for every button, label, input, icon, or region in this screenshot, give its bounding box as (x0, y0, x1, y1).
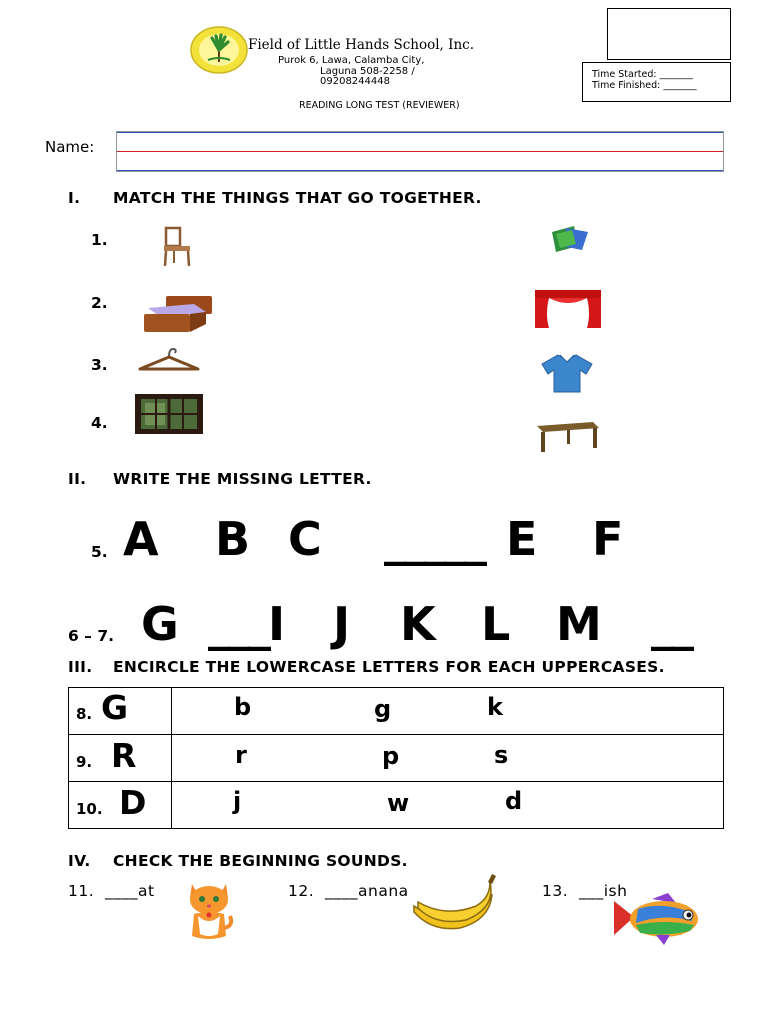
section-3-title: ENCIRCLE THE LOWERCASE LETTERS FOR EACH UPPERCASES. (113, 658, 665, 676)
table-row (69, 782, 724, 829)
name-label: Name: (45, 138, 95, 156)
table-row (69, 735, 724, 782)
q6-letter-j: J (333, 597, 351, 651)
q6-7-number: 6 – 7. (68, 627, 115, 645)
section-1-numeral: I. (68, 189, 81, 207)
lowercase-cell (172, 735, 724, 782)
q6-letter-l: L (481, 597, 511, 651)
table-row (69, 688, 724, 735)
item-12-number: 12. (288, 882, 315, 900)
section-3-numeral: III. (68, 658, 93, 676)
item-11-number: 11. (68, 882, 95, 900)
uppercase-cell (69, 688, 172, 735)
row-number: 9. (76, 753, 93, 771)
chair-icon (160, 226, 194, 272)
hanger-icon (138, 345, 200, 377)
lowercase-cell (172, 782, 724, 829)
uppercase-letter: D (119, 783, 147, 822)
school-name: Field of Little Hands School, Inc. (248, 37, 474, 53)
score-box (607, 8, 731, 60)
lowercase-option[interactable]: g (374, 695, 392, 723)
school-address-1: Purok 6, Lawa, Calamba City, (278, 55, 425, 66)
item-11-word[interactable]: ____at (105, 882, 155, 900)
item-number-2: 2. (91, 294, 108, 312)
fish-icon (612, 893, 708, 949)
q5-letter-e: E (506, 512, 538, 566)
uppercase-cell (69, 735, 172, 782)
uppercase-letter: G (101, 688, 129, 727)
q5-letter-b: B (215, 512, 251, 566)
item-number-4: 4. (91, 414, 108, 432)
q6-letter-k: K (400, 597, 436, 651)
name-field[interactable] (116, 131, 724, 172)
item-number-3: 3. (91, 356, 108, 374)
q6-letter-g: G (141, 597, 179, 651)
cat-icon (184, 876, 234, 946)
q6-blank-i[interactable]: ___I (208, 597, 283, 651)
pillows-icon (548, 222, 594, 260)
uppercase-letter: R (111, 736, 137, 775)
lowercase-option[interactable]: w (387, 789, 410, 817)
lowercase-option[interactable]: k (487, 693, 503, 721)
lowercase-option[interactable]: d (505, 787, 523, 815)
q7-blank[interactable]: __ (651, 597, 691, 651)
row-number: 8. (76, 705, 93, 723)
school-address-2: Laguna 508-2258 / (320, 66, 415, 77)
window-icon (135, 394, 203, 438)
q5-letter-f: F (592, 512, 624, 566)
lowercase-option[interactable]: j (233, 787, 242, 815)
section-1-title: MATCH THE THINGS THAT GO TOGETHER. (113, 189, 482, 207)
lowercase-option[interactable]: b (234, 693, 252, 721)
section-2-title: WRITE THE MISSING LETTER. (113, 470, 372, 488)
curtain-icon (535, 290, 601, 332)
uppercase-cell (69, 782, 172, 829)
test-title: READING LONG TEST (REVIEWER) (299, 100, 460, 111)
time-box (582, 62, 731, 102)
item-number-1: 1. (91, 231, 108, 249)
q5-letter-c: C (288, 512, 322, 566)
section-2-numeral: II. (68, 470, 87, 488)
item-13-word[interactable]: ___ish (579, 882, 628, 900)
q6-letter-m: M (556, 597, 602, 651)
time-finished: Time Finished: _______ (592, 80, 697, 91)
lowercase-table (68, 687, 724, 829)
item-13-number: 13. (542, 882, 569, 900)
school-logo (190, 26, 248, 74)
lowercase-option[interactable]: p (382, 742, 400, 770)
q5-letter-a: A (123, 512, 159, 566)
lowercase-option[interactable]: r (235, 741, 247, 769)
lowercase-option[interactable]: s (494, 741, 509, 769)
school-phone: 09208244448 (320, 76, 390, 87)
table-icon (535, 420, 601, 458)
q5-number: 5. (91, 543, 108, 561)
banana-icon (410, 872, 498, 938)
shirt-icon (540, 352, 594, 398)
section-4-numeral: IV. (68, 852, 91, 870)
lowercase-cell (172, 688, 724, 735)
row-number: 10. (76, 800, 103, 818)
bed-icon (142, 294, 214, 338)
item-12-word[interactable]: ____anana (325, 882, 409, 900)
time-started: Time Started: _______ (592, 69, 693, 80)
section-4-title: CHECK THE BEGINNING SOUNDS. (113, 852, 408, 870)
q5-blank[interactable]: _____ (384, 512, 484, 566)
